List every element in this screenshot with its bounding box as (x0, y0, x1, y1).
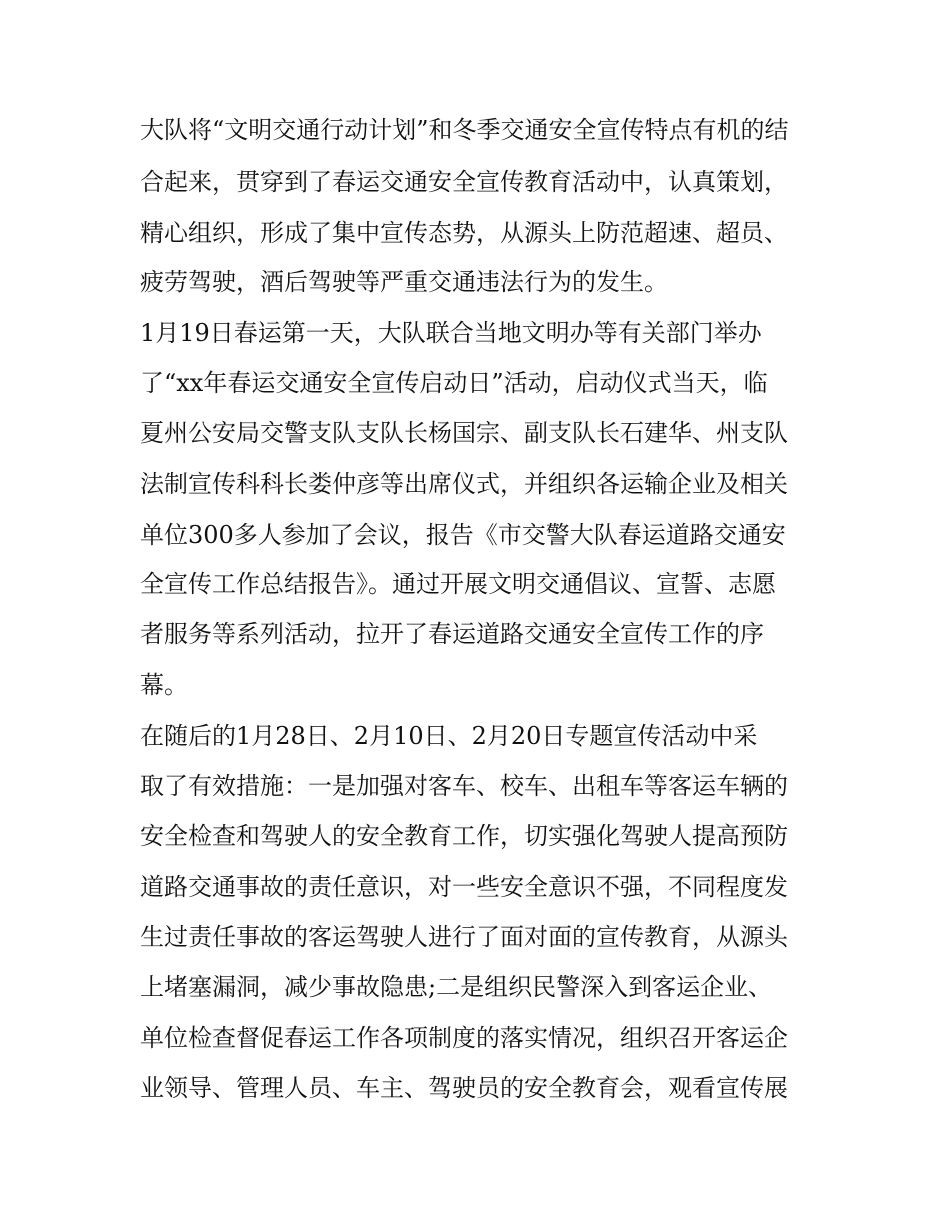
text-line: 大队将“文明交通行动计划”和冬季交通安全宣传特点有机的结 (140, 116, 789, 144)
text-line: 夏州公安局交警支队支队长杨国宗、副支队长石建华、州支队 (140, 419, 788, 447)
text-line: 全宣传工作总结报告》。通过开展文明交通倡议、宣誓、志愿 (140, 570, 776, 598)
text-line: 合起来，贯穿到了春运交通安全宣传教育活动中，认真策划， (140, 168, 788, 196)
text-line: 1月19日春运第一天，大队联合当地文明办等有关部门举办 (140, 319, 762, 347)
text-line: 法制宣传科科长娄仲彦等出席仪式，并组织各运输企业及相关 (140, 470, 788, 498)
text-line: 上堵塞漏洞，减少事故隐患;二是组织民警深入到客运企业、 (140, 973, 773, 1001)
text-line: 单位检查督促春运工作各项制度的落实情况，组织召开客运企 (140, 1024, 788, 1052)
text-line: 者服务等系列活动，拉开了春运道路交通安全宣传工作的序 (140, 620, 764, 648)
text-line: 疲劳驾驶，酒后驾驶等严重交通违法行为的发生。 (140, 268, 668, 296)
text-line: 道路交通事故的责任意识，对一些安全意识不强，不同程度发 (140, 873, 788, 901)
text-line: 生过责任事故的客运驾驶人进行了面对面的宣传教育，从源头 (140, 923, 788, 951)
text-line: 业领导、管理人员、车主、驾驶员的安全教育会，观看宣传展 (140, 1074, 788, 1102)
text-line: 在随后的1月28日、2月10日、2月20日专题宣传活动中采 (140, 722, 758, 750)
text-line: 安全检查和驾驶人的安全教育工作，切实强化驾驶人提高预防 (140, 822, 788, 850)
text-line: 幕。 (140, 671, 188, 699)
text-line: 了“xx年春运交通安全宣传启动日”活动，启动仪式当天，临 (140, 369, 768, 397)
text-line: 取了有效措施：一是加强对客车、校车、出租车等客运车辆的 (140, 772, 788, 800)
text-line: 精心组织，形成了集中宣传态势，从源头上防范超速、超员、 (140, 219, 788, 247)
text-line: 单位300多人参加了会议，报告《市交警大队春运道路交通安 (140, 521, 786, 549)
